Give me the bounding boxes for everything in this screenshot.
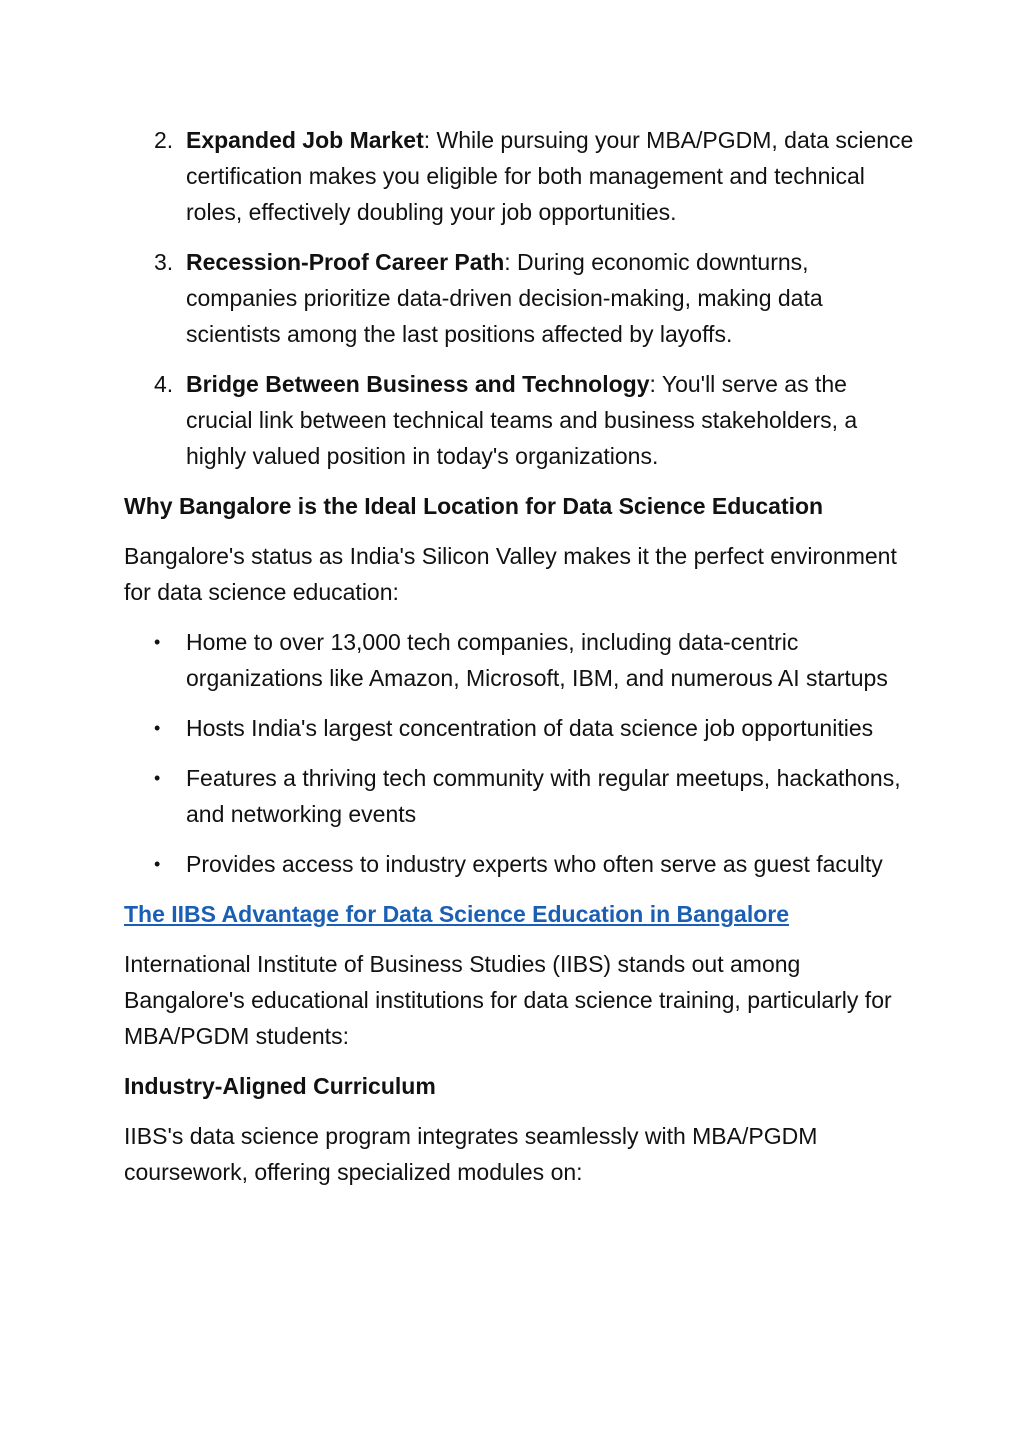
bullet-text: Hosts India's largest concentration of data science job opportunities xyxy=(186,715,874,741)
list-item-title: Bridge Between Business and Technology xyxy=(186,371,650,397)
bangalore-intro: Bangalore's status as India's Silicon Valley makes it the perfect environment for data science education: xyxy=(124,543,897,605)
bullet-text: Home to over 13,000 tech companies, including data-centric organizations like Amazon, Microsoft, IBM, and numerous AI startups xyxy=(186,629,888,691)
list-item-text: : While pursuing your MBA/PGDM, data science certification makes you eligible for both management and technical roles, effectively doubling your job opportunities. xyxy=(186,127,914,225)
bullet-item xyxy=(124,624,914,696)
bullet-item xyxy=(124,710,914,746)
bullet-icon: • xyxy=(154,632,161,652)
list-item-title: Recession-Proof Career Path xyxy=(186,249,505,275)
list-number: 2. xyxy=(154,127,174,153)
bullet-text: Features a thriving tech community with regular meetups, hackathons, and networking events xyxy=(186,765,901,827)
list-item-text: : You'll serve as the crucial link between technical teams and business stakeholders, a highly valued position in today's organizations. xyxy=(186,371,858,469)
bullet-item xyxy=(124,846,914,882)
iibs-advantage-link[interactable]: The IIBS Advantage for Data Science Education in Bangalore xyxy=(124,901,790,927)
list-item xyxy=(124,122,914,230)
list-item xyxy=(124,244,914,352)
bangalore-bullet-list xyxy=(124,624,914,882)
bullet-icon: • xyxy=(154,718,161,738)
list-item xyxy=(124,366,914,474)
bullet-item xyxy=(124,760,914,832)
list-item-title: Expanded Job Market xyxy=(186,127,424,153)
curriculum-heading: Industry-Aligned Curriculum xyxy=(124,1073,436,1099)
iibs-intro: International Institute of Business Studies (IIBS) stands out among Bangalore's educational institutions for data science training, particularly for MBA/PGDM students: xyxy=(124,951,892,1049)
bullet-icon: • xyxy=(154,854,161,874)
bangalore-heading: Why Bangalore is the Ideal Location for Data Science Education xyxy=(124,493,824,519)
bullet-text: Provides access to industry experts who often serve as guest faculty xyxy=(186,851,883,877)
list-number: 3. xyxy=(154,249,174,275)
curriculum-text: IIBS's data science program integrates seamlessly with MBA/PGDM coursework, offering specialized modules on: xyxy=(124,1123,818,1185)
bullet-icon: • xyxy=(154,768,161,788)
document-page xyxy=(124,122,914,1204)
numbered-list xyxy=(124,122,914,474)
list-number: 4. xyxy=(154,371,174,397)
list-item-text: : During economic downturns, companies prioritize data-driven decision-making, making data scientists among the last positions affected by layoffs. xyxy=(186,249,823,347)
